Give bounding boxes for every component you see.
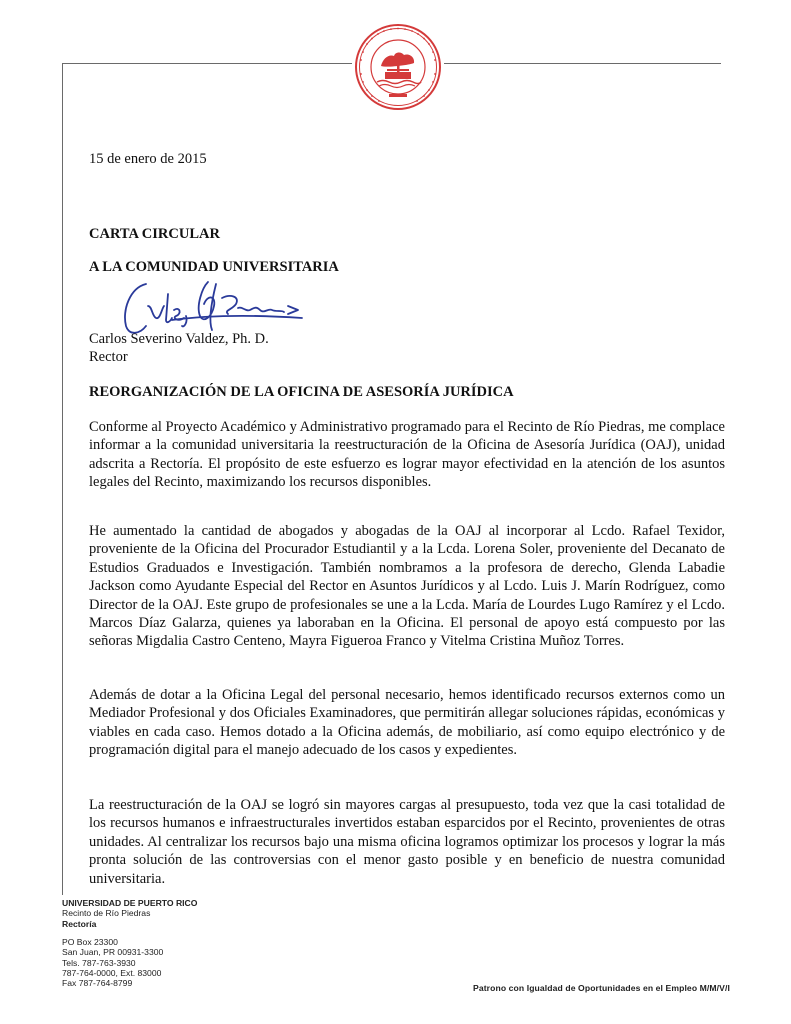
body-paragraph: La reestructuración de la OAJ se logró sin mayores cargas al presupuesto, toda vez que la casi totalidad de los recursos humanos e infraestructurales invertidos estaban esparcidos por el Recinto, provenientes de otras unidades. Al centralizar los recursos bajo una misma oficina logramos optimizar los procesos y lograr la más pronta solución de las controversias con el menor gasto posible y en beneficio de nuestra comunidad universitaria.	[89, 797, 725, 887]
footer-campus: Recinto de Río Piedras	[62, 908, 151, 919]
equal-opportunity-statement: Patrono con Igualdad de Oportunidades en el Empleo M/M/V/I	[473, 983, 730, 993]
footer-institution: UNIVERSIDAD DE PUERTO RICO	[62, 898, 198, 908]
footer-contact-line: San Juan, PR 00931-3300	[62, 947, 164, 958]
footer-contact-line: PO Box 23300	[62, 937, 118, 947]
footer-contact-block	[62, 937, 163, 988]
footer-office: Rectoría	[62, 918, 97, 929]
letter-subject: REORGANIZACIÓN DE LA OFICINA DE ASESORÍA JURÍDICA	[89, 384, 514, 400]
letterhead-rule-top-right	[444, 63, 721, 64]
body-paragraph: Conforme al Proyecto Académico y Administrativo programado para el Recinto de Río Piedras, me complace informar a la comunidad universitaria la reestructuración de la Oficina de Asesoría Jurídica (OAJ), unidad adscrita a Rectoría. El propósito de este esfuerzo es lograr mayor efectividad en la atención de los asuntos legales del Recinto, maximizando los recursos disponibles.	[89, 419, 725, 491]
letter-recipient: A LA COMUNIDAD UNIVERSITARIA	[89, 259, 339, 275]
signer-title: Rector	[89, 349, 128, 365]
body-paragraph: Además de dotar a la Oficina Legal del personal necesario, hemos identificado recursos externos como un Mediador Profesional y dos Oficiales Examinadores, que permitirán allegar soluciones rápidas, económicas y viables en cada caso. Hemos dotado a la Oficina además, de mobiliario, así como equipo electrónico y de programación digital para el manejo adecuado de los casos y expedientes.	[89, 687, 725, 759]
footer-contact-line: 787-764-0000, Ext. 83000	[62, 967, 162, 978]
footer-institution-block	[62, 898, 197, 929]
letter-heading: CARTA CIRCULAR	[89, 226, 220, 242]
footer-contact-line: Tels. 787-763-3930	[62, 957, 136, 968]
letterhead-rule-left	[62, 63, 63, 895]
footer-contact-line: Fax 787-764-8799	[62, 978, 133, 989]
body-paragraph: He aumentado la cantidad de abogados y abogadas de la OAJ al incorporar al Lcdo. Rafael Texidor, proveniente de la Oficina del Procurador Estudiantil y a la Lcda. Lorena Soler, proveniente del Decanato de Estudios Graduados e Investigación. También nombramos a la profesora de derecho, Glenda Labadie Jackson como Ayudante Especial del Rector en Asuntos Jurídicos y al Lcdo. Luis J. Marín Rodríguez, como Director de la OAJ. Este grupo de profesionales se une a la Lcda. María de Lourdes Lugo Ramírez y el Lcdo. Marcos Díaz Galarza, quienes ya laboraban en la Oficina. El personal de apoyo está compuesto por las señoras Migdalia Castro Centeno, Mayra Figueroa Franco y Vitelma Cristina Muñoz Torres.	[89, 523, 725, 650]
letter-date: 15 de enero de 2015	[89, 151, 207, 167]
letterhead-rule-top-left	[62, 63, 352, 64]
signer-name: Carlos Severino Valdez, Ph. D.	[89, 331, 269, 347]
university-seal-icon	[353, 22, 443, 112]
